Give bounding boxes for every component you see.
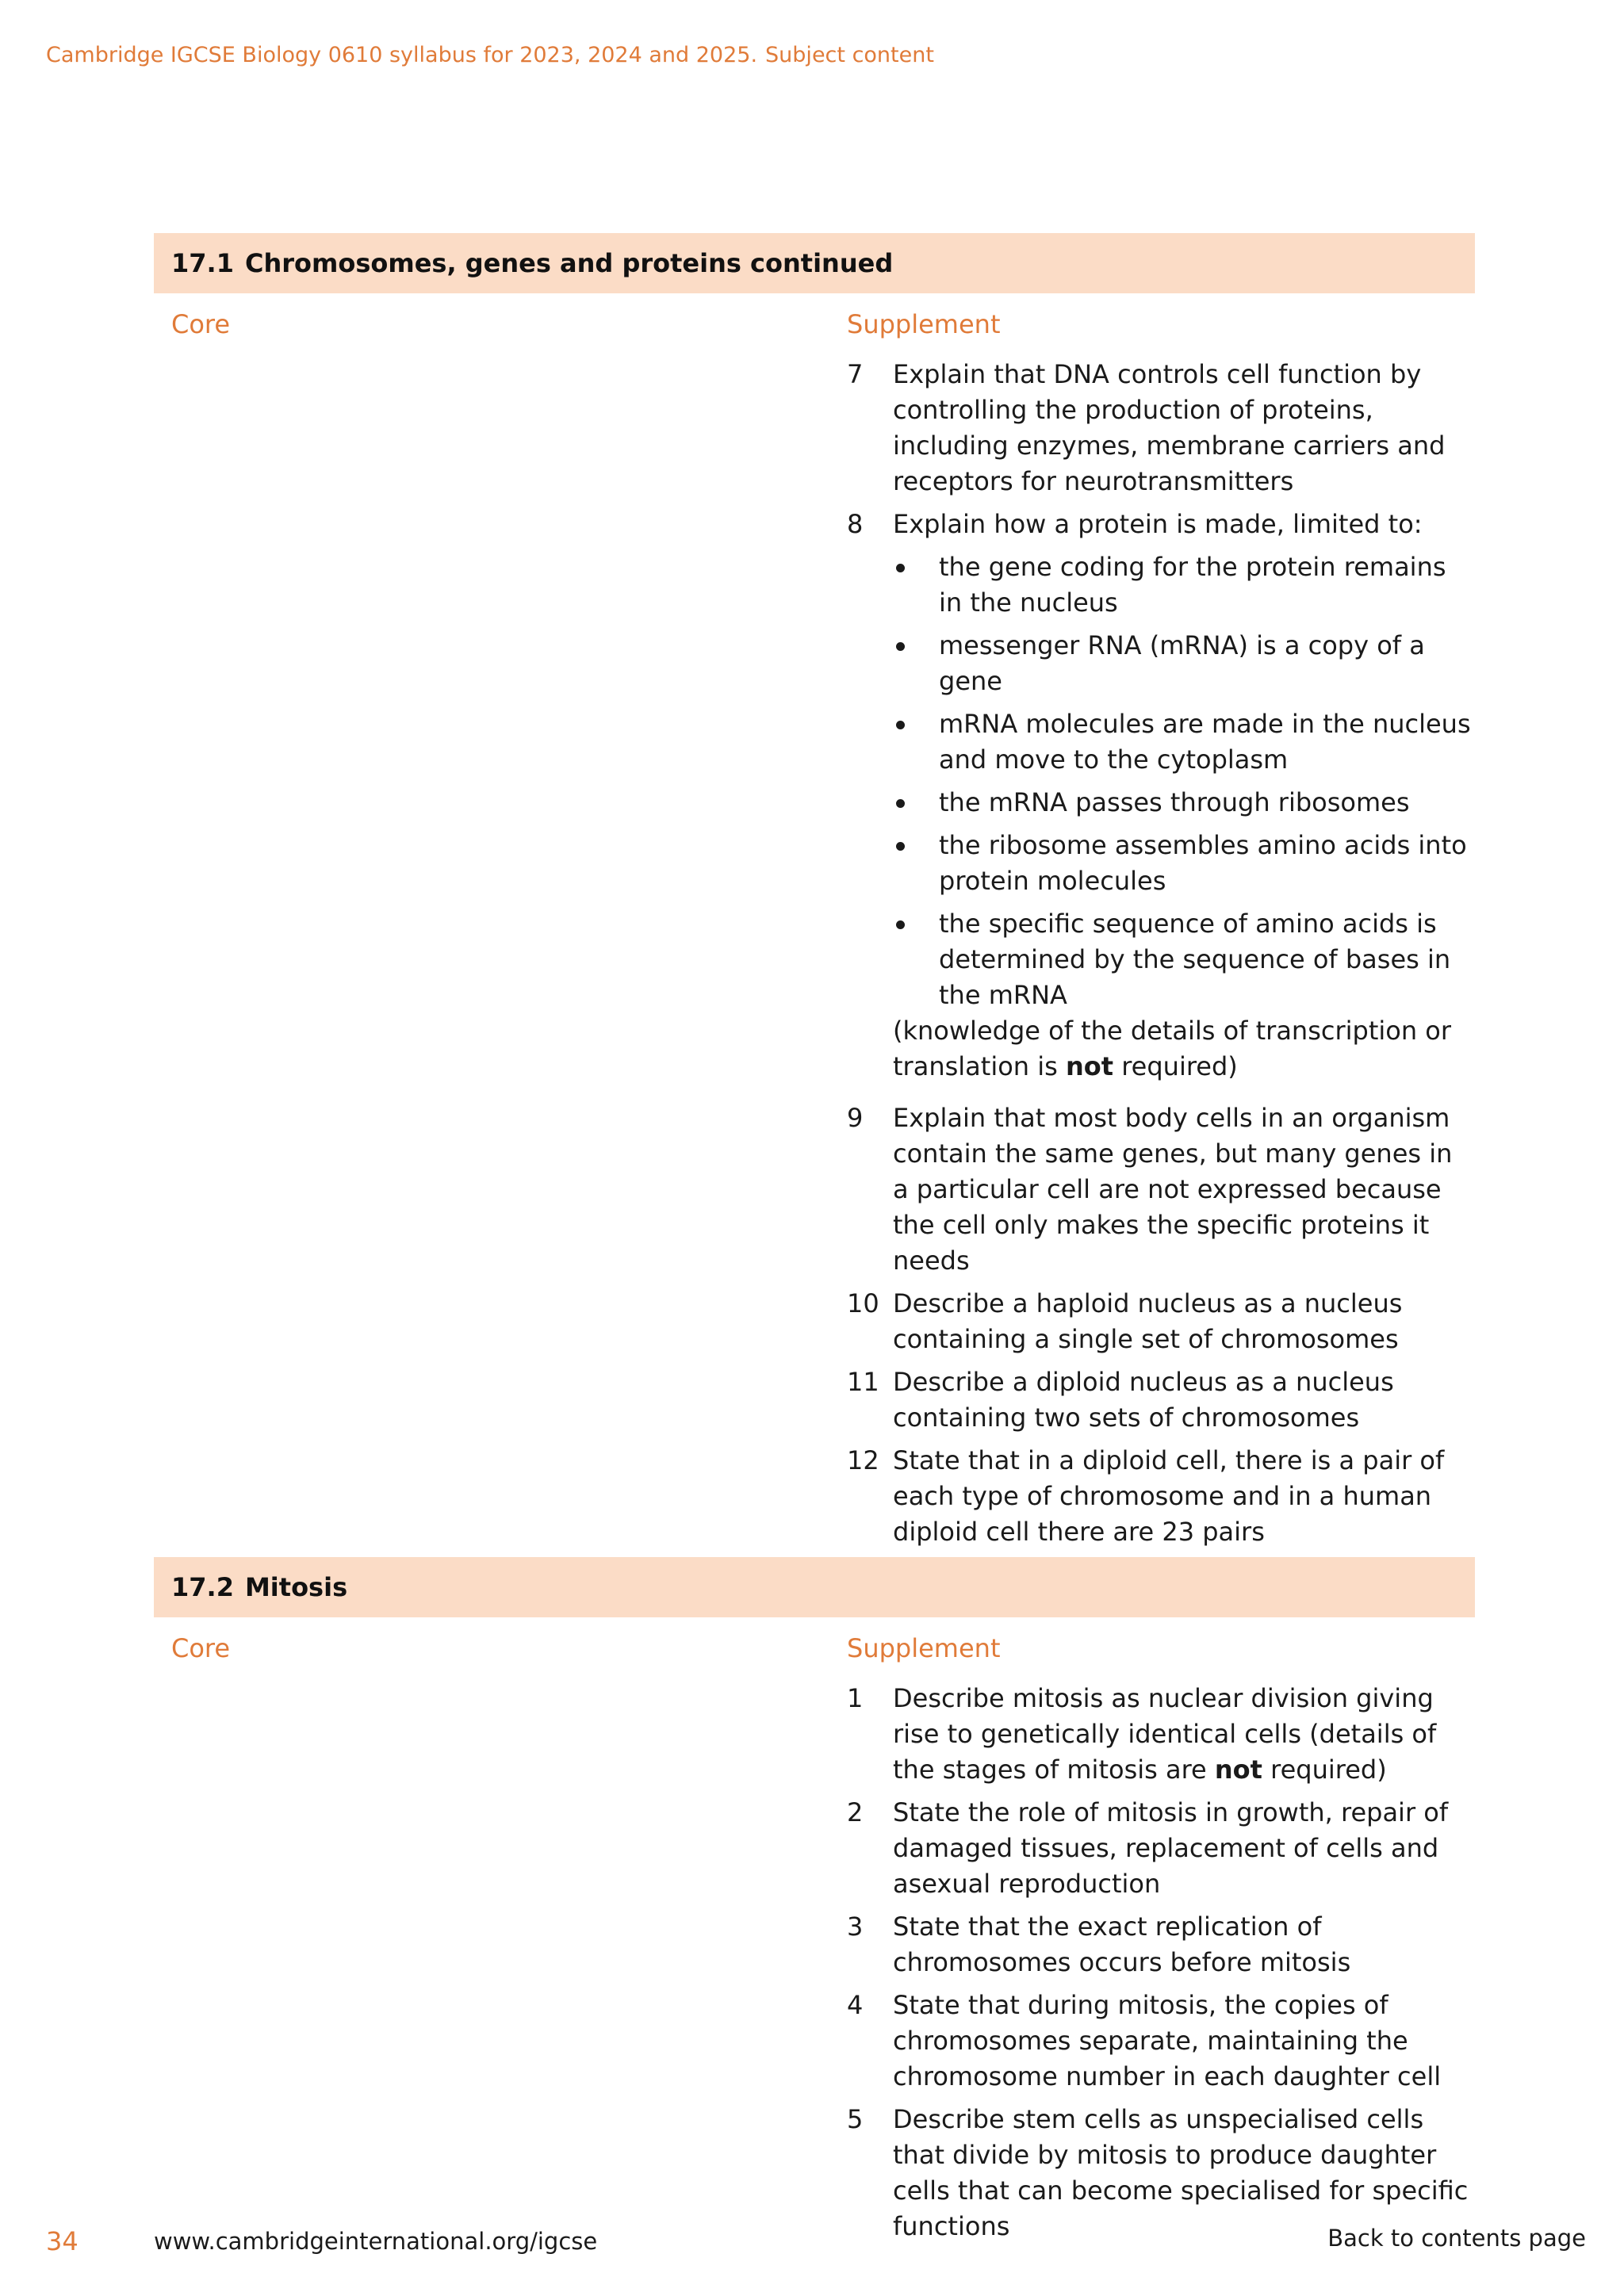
list-item: 4 State that during mitosis, the copies of chromosomes separate, maintaining the chromosome number in each daughter cell bbox=[847, 1990, 1442, 2091]
list-item: 5 Describe stem cells as unspecialised cells that divide by mitosis to produce daughter cells that can become specialised for specific functions bbox=[847, 2104, 1469, 2241]
bullet-icon bbox=[893, 828, 939, 899]
section-17-2 bbox=[154, 1557, 1475, 2241]
core-column-heading: Core bbox=[171, 1633, 231, 1663]
list-item: 1 Describe mitosis as nuclear division giving rise to genetically identical cells (details of the stages of mitosis are not required) bbox=[847, 1683, 1437, 1785]
website-link[interactable]: www.cambridgeinternational.org/igcse bbox=[154, 2228, 598, 2255]
bullet-item: the gene coding for the protein remains in the nucleus bbox=[893, 549, 1473, 621]
list-item: 8 Explain how a protein is made, limited to: the gene coding for the protein remains in the nucleus messenger RNA (mRNA) is a copy of a gene mRNA molecules are made in the nucleus and move to the cytoplasm the mRNA passes through ribosomes the ribosome assembles amino acids into protein molecules the specific sequence of amino acids is determined by the sequence of bases in the mRNA (knowledge of the details of transcription or translation is not required) bbox=[847, 507, 1473, 1085]
section-title: Mitosis bbox=[244, 1572, 348, 1602]
supplement-list bbox=[847, 1681, 1473, 2244]
bullet-item: the ribosome assembles amino acids into protein molecules bbox=[893, 828, 1473, 899]
bullet-item: messenger RNA (mRNA) is a copy of a gene bbox=[893, 628, 1473, 699]
list-item: 10 Describe a haploid nucleus as a nucleus containing a single set of chromosomes bbox=[847, 1288, 1403, 1354]
bullet-icon bbox=[893, 785, 939, 821]
bullet-icon bbox=[893, 906, 939, 1013]
list-item: 2 State the role of mitosis in growth, repair of damaged tissues, replacement of cells and asexual reproduction bbox=[847, 1797, 1449, 1899]
list-item: 3 State that the exact replication of chromosomes occurs before mitosis bbox=[847, 1911, 1351, 1977]
supplement-column-heading: Supplement bbox=[847, 309, 1001, 339]
section-title-bar bbox=[154, 1557, 1475, 1617]
list-item: 9 Explain that most body cells in an organism contain the same genes, but many genes in a particular cell are not expressed because the cell only makes the specific proteins it needs bbox=[847, 1103, 1453, 1276]
supplement-column-heading: Supplement bbox=[847, 1633, 1001, 1663]
bullet-item: the mRNA passes through ribosomes bbox=[893, 785, 1473, 821]
list-item: 12 State that in a diploid cell, there is a pair of each type of chromosome and in a human diploid cell there are 23 pairs bbox=[847, 1445, 1445, 1547]
list-item: 7 Explain that DNA controls cell function by controlling the production of proteins, including enzymes, membrane carriers and receptors for neurotransmitters bbox=[847, 359, 1446, 496]
bullet-icon bbox=[893, 706, 939, 778]
running-header bbox=[46, 43, 934, 67]
bullet-list bbox=[893, 549, 1473, 1013]
running-header-subtitle: Subject content bbox=[765, 43, 934, 67]
bullet-item: the specific sequence of amino acids is determined by the sequence of bases in the mRNA bbox=[893, 906, 1473, 1013]
section-number: 17.1 bbox=[171, 248, 234, 278]
section-number: 17.2 bbox=[171, 1572, 234, 1602]
section-title: Chromosomes, genes and proteins continued bbox=[244, 248, 894, 278]
back-to-contents-link[interactable]: Back to contents page bbox=[1327, 2225, 1586, 2252]
running-header-title: Cambridge IGCSE Biology 0610 syllabus for 2023, 2024 and 2025. bbox=[46, 43, 758, 67]
note-text: (knowledge of the details of transcription or translation is not required) bbox=[893, 1016, 1452, 1081]
page-number: 34 bbox=[46, 2226, 79, 2256]
section-17-1 bbox=[154, 233, 1475, 1547]
bullet-icon bbox=[893, 549, 939, 621]
core-column-heading: Core bbox=[171, 309, 231, 339]
bullet-icon bbox=[893, 628, 939, 699]
list-item: 11 Describe a diploid nucleus as a nucleus containing two sets of chromosomes bbox=[847, 1367, 1394, 1433]
section-title-bar bbox=[154, 233, 1475, 293]
bullet-item: mRNA molecules are made in the nucleus and move to the cytoplasm bbox=[893, 706, 1473, 778]
supplement-list bbox=[847, 357, 1473, 1550]
